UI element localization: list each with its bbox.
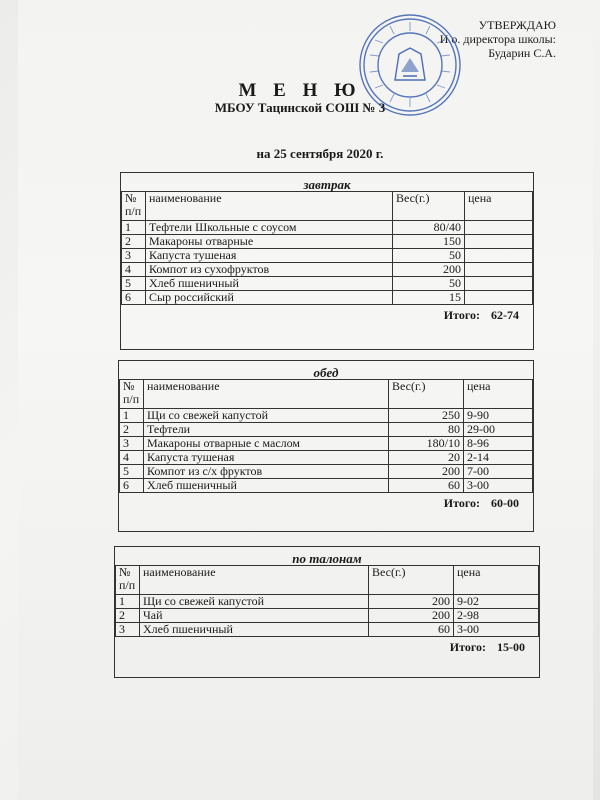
row-name: Компот из с/х фруктов bbox=[144, 465, 389, 479]
col-weight: Вес(г.) bbox=[393, 192, 465, 221]
row-num: 1 bbox=[120, 409, 144, 423]
row-price bbox=[465, 221, 533, 235]
row-price bbox=[465, 235, 533, 249]
row-name: Капуста тушеная bbox=[144, 451, 389, 465]
row-name: Тефтели bbox=[144, 423, 389, 437]
table-row bbox=[122, 235, 533, 249]
total-value: 60-00 bbox=[491, 496, 519, 510]
row-weight: 80 bbox=[389, 423, 464, 437]
col-price: цена bbox=[465, 192, 533, 221]
coupons-table bbox=[115, 565, 539, 637]
section-lunch bbox=[118, 360, 534, 532]
table-row bbox=[120, 437, 533, 451]
row-weight: 50 bbox=[393, 277, 465, 291]
row-num: 2 bbox=[116, 609, 140, 623]
row-weight: 250 bbox=[389, 409, 464, 423]
row-weight: 200 bbox=[369, 595, 454, 609]
row-num: 2 bbox=[120, 423, 144, 437]
section-breakfast bbox=[120, 172, 534, 350]
row-weight: 50 bbox=[393, 249, 465, 263]
col-num: № п/п bbox=[120, 380, 144, 409]
table-row bbox=[116, 609, 539, 623]
row-num: 6 bbox=[122, 291, 146, 305]
section-coupons bbox=[114, 546, 540, 678]
row-price bbox=[465, 249, 533, 263]
row-name: Капуста тушеная bbox=[146, 249, 393, 263]
total-label: Итого: bbox=[443, 308, 480, 322]
col-price: цена bbox=[454, 566, 539, 595]
row-weight: 150 bbox=[393, 235, 465, 249]
row-price: 7-00 bbox=[464, 465, 533, 479]
row-weight: 180/10 bbox=[389, 437, 464, 451]
breakfast-table bbox=[121, 191, 533, 305]
col-name: наименование bbox=[146, 192, 393, 221]
total-value: 15-00 bbox=[497, 640, 525, 654]
row-weight: 200 bbox=[393, 263, 465, 277]
row-name: Щи со свежей капустой bbox=[140, 595, 369, 609]
row-num: 6 bbox=[120, 479, 144, 493]
table-row bbox=[116, 595, 539, 609]
school-name: МБОУ Тацинской СОШ № 3 bbox=[214, 100, 386, 115]
total-line bbox=[121, 305, 533, 338]
col-num: № п/п bbox=[116, 566, 140, 595]
row-num: 3 bbox=[120, 437, 144, 451]
row-price: 2-98 bbox=[454, 609, 539, 623]
row-name: Тефтели Школьные с соусом bbox=[146, 221, 393, 235]
row-name: Хлеб пшеничный bbox=[146, 277, 393, 291]
total-value: 62-74 bbox=[491, 308, 519, 322]
menu-title: М Е Н Ю bbox=[238, 80, 362, 101]
menu-date: на 25 сентября 2020 г. bbox=[256, 146, 384, 161]
row-name: Макароны отварные с маслом bbox=[144, 437, 389, 451]
section-title: обед bbox=[313, 365, 339, 380]
row-num: 5 bbox=[122, 277, 146, 291]
section-title: завтрак bbox=[303, 177, 351, 192]
col-weight: Вес(г.) bbox=[369, 566, 454, 595]
total-label: Итого: bbox=[449, 640, 486, 654]
row-price bbox=[465, 277, 533, 291]
total-line bbox=[119, 493, 533, 526]
col-name: наименование bbox=[140, 566, 369, 595]
total-line bbox=[115, 637, 539, 670]
row-price: 8-96 bbox=[464, 437, 533, 451]
col-price: цена bbox=[464, 380, 533, 409]
row-weight: 80/40 bbox=[393, 221, 465, 235]
row-weight: 200 bbox=[389, 465, 464, 479]
row-num: 3 bbox=[122, 249, 146, 263]
row-price: 2-14 bbox=[464, 451, 533, 465]
table-row bbox=[120, 409, 533, 423]
table-row bbox=[116, 623, 539, 637]
row-num: 5 bbox=[120, 465, 144, 479]
row-weight: 20 bbox=[389, 451, 464, 465]
section-title: по талонам bbox=[292, 551, 362, 566]
table-row bbox=[120, 479, 533, 493]
table-header-row bbox=[122, 192, 533, 221]
row-num: 4 bbox=[120, 451, 144, 465]
row-num: 4 bbox=[122, 263, 146, 277]
table-row bbox=[120, 423, 533, 437]
table-row bbox=[122, 221, 533, 235]
table-row bbox=[122, 291, 533, 305]
row-weight: 60 bbox=[369, 623, 454, 637]
table-row bbox=[122, 263, 533, 277]
row-weight: 15 bbox=[393, 291, 465, 305]
approval-name: Бударин С.А. bbox=[488, 46, 556, 60]
table-header-row bbox=[116, 566, 539, 595]
row-name: Хлеб пшеничный bbox=[144, 479, 389, 493]
col-weight: Вес(г.) bbox=[389, 380, 464, 409]
row-price: 9-90 bbox=[464, 409, 533, 423]
row-name: Хлеб пшеничный bbox=[140, 623, 369, 637]
total-label: Итого: bbox=[443, 496, 480, 510]
row-weight: 60 bbox=[389, 479, 464, 493]
row-num: 3 bbox=[116, 623, 140, 637]
row-name: Макароны отварные bbox=[146, 235, 393, 249]
row-name: Щи со свежей капустой bbox=[144, 409, 389, 423]
row-num: 1 bbox=[116, 595, 140, 609]
row-weight: 200 bbox=[369, 609, 454, 623]
lunch-table bbox=[119, 379, 533, 493]
row-name: Чай bbox=[140, 609, 369, 623]
approval-position: И.о. директора школы: bbox=[439, 32, 556, 46]
row-price: 29-00 bbox=[464, 423, 533, 437]
row-name: Сыр российский bbox=[146, 291, 393, 305]
col-name: наименование bbox=[144, 380, 389, 409]
row-num: 1 bbox=[122, 221, 146, 235]
approval-title: УТВЕРЖДАЮ bbox=[478, 18, 556, 32]
row-price: 3-00 bbox=[464, 479, 533, 493]
table-row bbox=[120, 451, 533, 465]
col-num: № п/п bbox=[122, 192, 146, 221]
row-price bbox=[465, 263, 533, 277]
table-header-row bbox=[120, 380, 533, 409]
row-num: 2 bbox=[122, 235, 146, 249]
table-row bbox=[120, 465, 533, 479]
table-row bbox=[122, 277, 533, 291]
row-price bbox=[465, 291, 533, 305]
row-price: 3-00 bbox=[454, 623, 539, 637]
row-price: 9-02 bbox=[454, 595, 539, 609]
table-row bbox=[122, 249, 533, 263]
row-name: Компот из сухофруктов bbox=[146, 263, 393, 277]
